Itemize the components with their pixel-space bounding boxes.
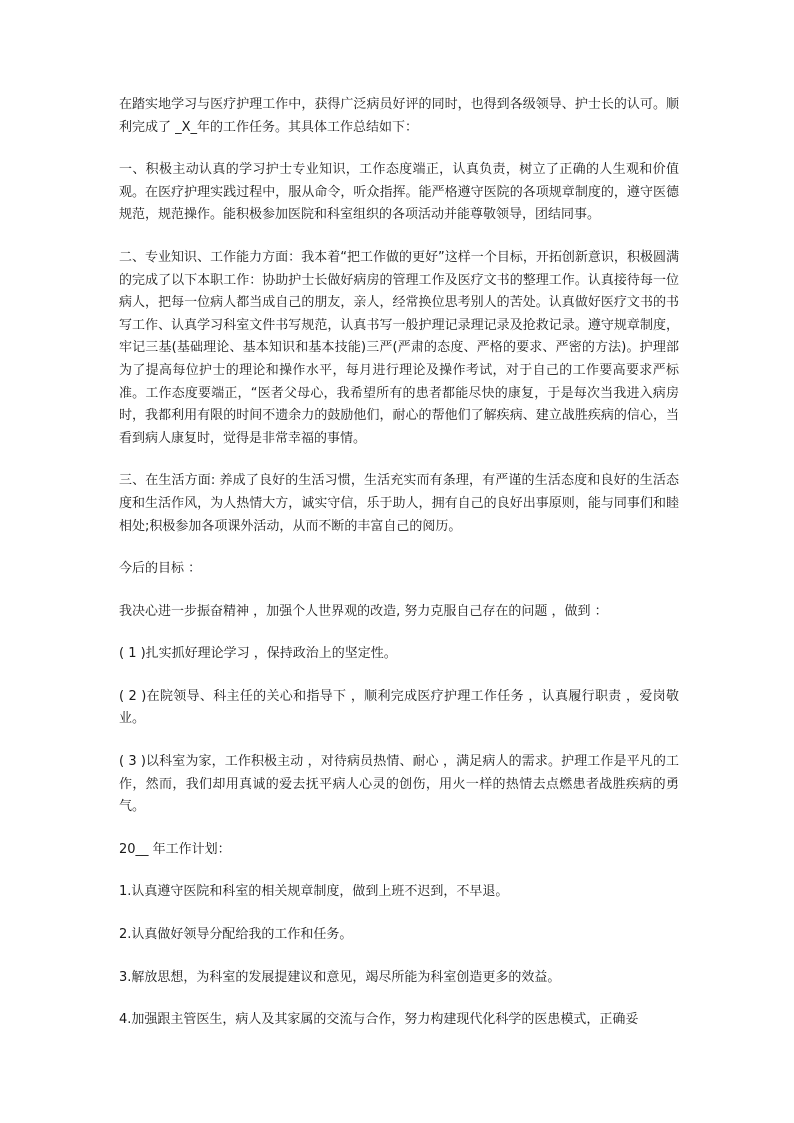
plan-item-2: 2.认真做好领导分配给我的工作和任务。 xyxy=(119,927,353,943)
goal-item-2: ( 2 )在院领导、科主任的关心和指导下 ，顺利完成医疗护理工作任务 ，认真履行职责 ，爱岗敬业。 xyxy=(119,688,679,727)
intro-paragraph: 在踏实地学习与医疗护理工作中，获得广泛病员好评的同时，也得到各级领导、护士长的认可。顺利完成了 _X_年的工作任务。其具体工作总结如下： xyxy=(119,97,679,135)
work-plan-heading: 20__ 年工作计划： xyxy=(119,841,231,857)
document-body xyxy=(119,94,679,1052)
goal-item-3: ( 3 )以科室为家，工作积极主动 ，对待病员热情、耐心 ，满足病人的需求。护理工作是平凡的工作，然而，我们却用真诚的爱去抚平病人心灵的创伤，用火一样的热情去点燃患者战胜疾病的勇气。 xyxy=(119,754,679,815)
plan-item-4: 4.加强跟主管医生，病人及其家属的交流与合作，努力构建现代化科学的医患模式，正确妥 xyxy=(119,1012,639,1028)
section-two-paragraph: 二、专业知识、工作能力方面：我本着“把工作做的更好”这样一个目标，开拓创新意识，积极圆满的完成了以下本职工作：协助护士长做好病房的管理工作及医疗文书的整理工作。认真接待每一位病人，把每一位病人都当成自己的朋友，亲人，经常换位思考别人的苦处。认真做好医疗文书的书写工作、认真学习科室文件书写规范，认真书写一般护理记录理记录及抢救记录。遵守规章制度，牢记三基(基础理论、基本知识和基本技能)三严(严肃的态度、严格的要求、严密的方法)。护理部为了提高每位护士的理论和操作水平，每月进行理论及操作考试，对于自己的工作要高要求严标准。工作态度要端正，“医者父母心，我希望所有的患者都能尽快的康复，于是每次当我进入病房时，我都利用有限的时间不遗余力的鼓励他们，耐心的帮他们了解疾病、建立战胜疾病的信心，当看到病人康复时，觉得是非常幸福的事情。 xyxy=(119,249,679,446)
section-one-paragraph: 一、积极主动认真的学习护士专业知识，工作态度端正，认真负责，树立了正确的人生观和价值观。在医疗护理实践过程中，服从命令，听众指挥。能严格遵守医院的各项规章制度的，遵守医德规范，规范操作。能积极参加医院和科室组织的各项活动并能尊敬领导，团结同事。 xyxy=(119,162,679,223)
goal-item-1: ( 1 )扎实抓好理论学习 ，保持政治上的坚定性。 xyxy=(119,646,397,662)
resolution-paragraph: 我决心进一步振奋精神 ，加强个人世界观的改造, 努力克服自己存在的问题 ，做到 ： xyxy=(119,603,608,619)
plan-item-1: 1.认真遵守医院和科室的相关规章制度，做到上班不迟到，不早退。 xyxy=(119,884,509,900)
plan-item-3: 3.解放思想，为科室的发展提建议和意见，竭尽所能为科室创造更多的效益。 xyxy=(119,969,561,985)
section-three-paragraph: 三、在生活方面: 养成了良好的生活习惯，生活充实而有条理，有严谨的生活态度和良好的生活态度和生活作风，为人热情大方，诚实守信，乐于助人，拥有自己的良好出事原则，能与同事们和睦相处;积极参加各项课外活动，从而不断的丰富自己的阅历。 xyxy=(119,473,679,534)
future-goals-heading: 今后的目标 ： xyxy=(119,561,202,577)
